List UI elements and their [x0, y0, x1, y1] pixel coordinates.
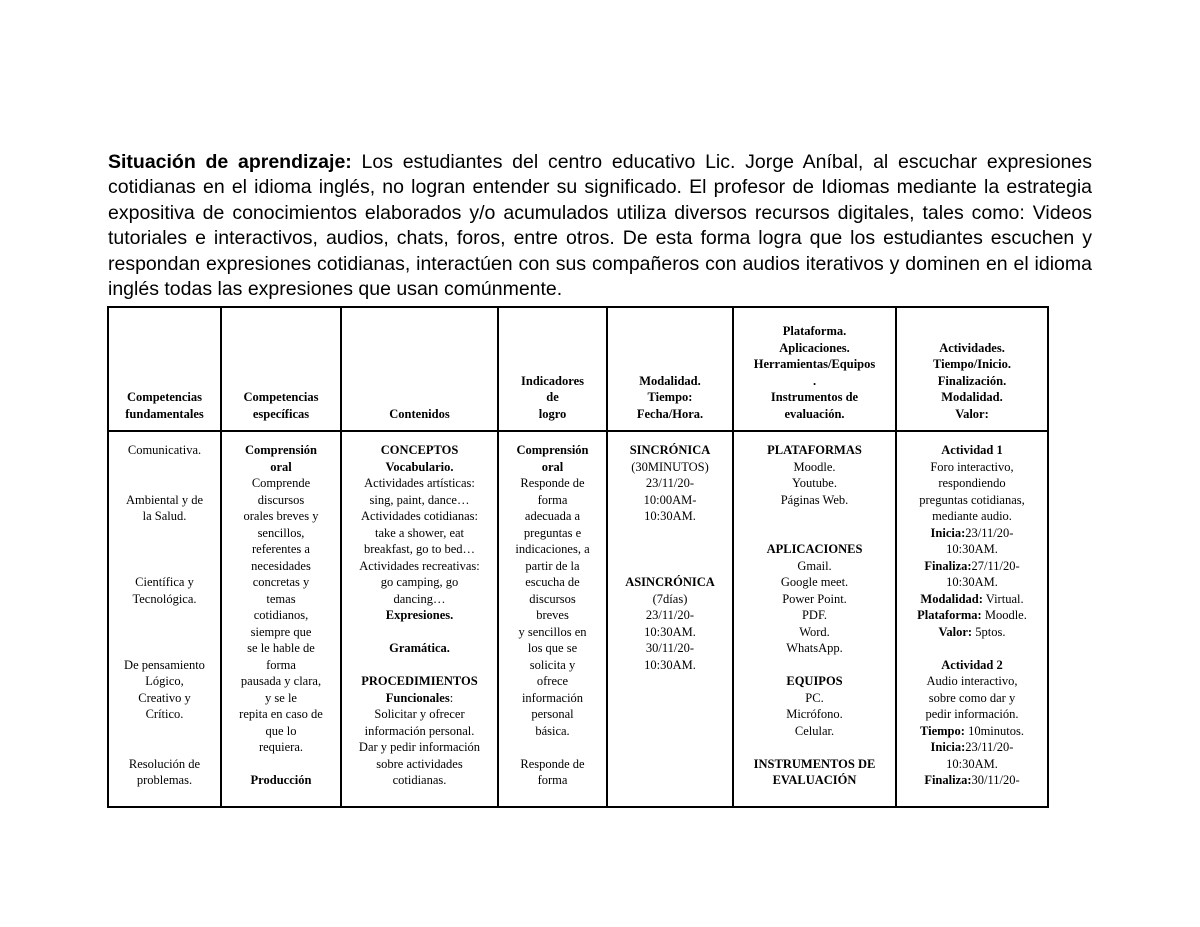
plataformas-title: PLATAFORMAS [767, 443, 862, 457]
actividad-1-title: Actividad 1 [941, 443, 1003, 457]
cell-modalidad: SINCRÓNICA (30MINUTOS) 23/11/20- 10:00AM- 10:30AM. ASINCRÓNICA (7días) 23/11/20- 10:30AM. 30/11/20- 10:30AM. [607, 431, 733, 807]
header-indicadores: Indicadores de logro [498, 307, 607, 431]
situacion-paragraph [108, 150, 1092, 303]
table-row [108, 431, 1048, 807]
expresiones-title: Expresiones. [385, 608, 454, 622]
header-competencias-especificas: Competencias específicas [221, 307, 341, 431]
sincronica-title: SINCRÓNICA [629, 443, 711, 457]
cell-actividades: Actividad 1 Foro interactivo, respondiendo preguntas cotidianas, mediante audio. Inicia:23/11/20- 10:30AM. Finaliza:27/11/20- 10:30AM. Modalidad: Virtual. Plataforma: Moodle. Valor: 5ptos. Actividad 2 Audio interactivo, sobre como dar y pedir información. Tiempo: 10minutos. Inicia:23/11/20- 10:30AM. Finaliza:30/11/20- [896, 431, 1048, 807]
gramatica-title: Gramática. [389, 641, 450, 655]
vocabulario-title: Vocabulario. [385, 459, 454, 474]
header-plataforma: Plataforma. Aplicaciones. Herramientas/Equipos . Instrumentos de evaluación. [733, 307, 896, 431]
competencia-cientifica: Científica y [135, 575, 194, 589]
header-competencias-fundamentales: Competencias fundamentales [108, 307, 221, 431]
header-modalidad: Modalidad. Tiempo: Fecha/Hora. [607, 307, 733, 431]
indicador-title: Comprensión [516, 443, 589, 457]
comprension-oral-title: Comprensión [244, 443, 317, 457]
cell-competencias-fundamentales: Comunicativa. Ambiental y de la Salud. Científica y Tecnológica. De pensamiento Lógico, Creativo y Crítico. Resolución de problemas. [108, 431, 221, 807]
header-actividades: Actividades. Tiempo/Inicio. Finalización. Modalidad. Valor: [896, 307, 1048, 431]
procedimientos-title: PROCEDIMIENTOS [361, 674, 478, 688]
cell-competencias-especificas: Comprensión oral Comprende discursos orales breves y sencillos, referentes a necesidades concretas y temas cotidianos, siempre que se le hable de forma pausada y clara, y se le repita en caso de que lo requiera. Producción [221, 431, 341, 807]
situacion-label: Situación de aprendizaje: [108, 150, 352, 173]
header-contenidos: Contenidos [341, 307, 498, 431]
asincronica-title: ASINCRÓNICA [625, 575, 715, 589]
cell-plataforma: PLATAFORMAS Moodle. Youtube. Páginas Web. APLICACIONES Gmail. Google meet. Power Point. PDF. Word. WhatsApp. EQUIPOS PC. Micrófono. Celular. INSTRUMENTOS DE EVALUACIÓN [733, 431, 896, 807]
cell-contenidos: CONCEPTOS Vocabulario. Actividades artísticas: sing, paint, dance… Actividades cotidianas: take a shower, eat breakfast, go to bed… Actividades recreativas: go camping, go dancing… Expresiones. Gramática. PROCEDIMIENTOS Funcionales: Solicitar y ofrecer información personal. Dar y pedir información sobre actividades cotidianas. [341, 431, 498, 807]
competencia-pensamiento: De pensamiento [124, 657, 205, 672]
competencia-resolucion: Resolución de [128, 756, 201, 771]
table-header-row [108, 307, 1048, 431]
actividad-2-title: Actividad 2 [941, 657, 1003, 672]
instrumentos-title: INSTRUMENTOS DE [753, 756, 876, 771]
competencia-comunicativa: Comunicativa. [127, 443, 202, 457]
funcionales-title: Funcionales [385, 690, 450, 705]
planning-table [107, 306, 1049, 808]
equipos-title: EQUIPOS [786, 674, 843, 688]
cell-indicadores: Comprensión oral Responde de forma adecuada a preguntas e indicaciones, a partir de la escucha de discursos breves y sencillos en los que se solicita y ofrece información personal básica. Responde de forma [498, 431, 607, 807]
competencia-ambiental: Ambiental y de [125, 492, 204, 507]
conceptos-title: CONCEPTOS [380, 443, 459, 457]
produccion-title: Producción [250, 773, 312, 787]
situacion-text: Los estudiantes del centro educativo Lic. Jorge Aníbal, al escuchar expresiones cotidianas en el idioma inglés, no logran entender su significado. El profesor de Idiomas mediante la estrategia expositiva de conocimientos elaborados y/o acumulados utiliza diversos recursos digitales, tales como: Videos tutoriales e interactivos, audios, chats, foros, entre otros. De esta forma logra que los estudiantes escuchen y respondan expresiones cotidianas, interactúen con sus compañeros con audios iterativos y dominen en el idioma inglés todas las expresiones que usan comúnmente. [108, 150, 1092, 300]
aplicaciones-title: APLICACIONES [766, 542, 863, 556]
